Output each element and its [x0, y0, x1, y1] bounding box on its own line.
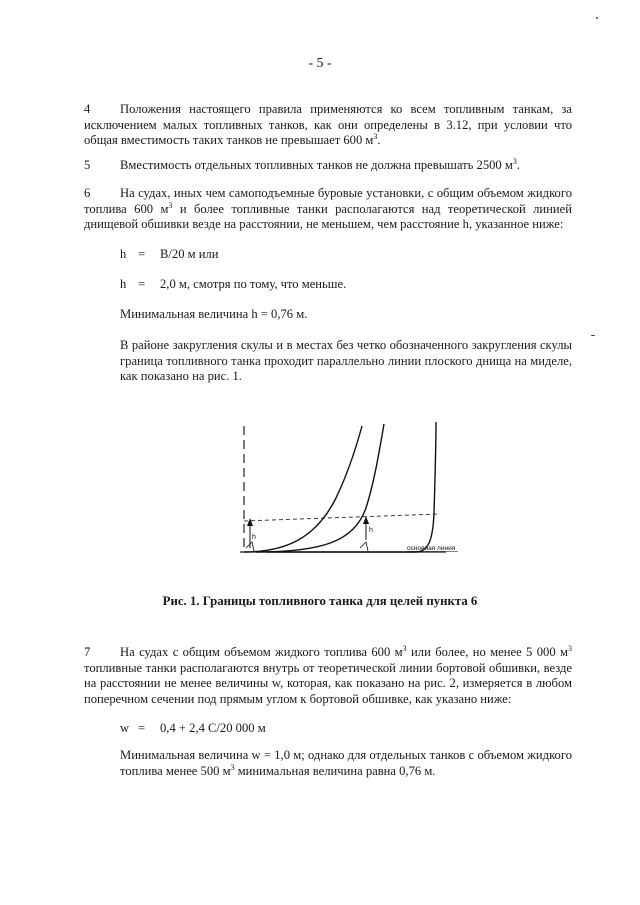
h-arrow-mid-head	[363, 516, 369, 524]
para-7-number: 7	[84, 645, 91, 659]
min-w-sup: 3	[230, 762, 235, 772]
para-6-sup: 3	[168, 200, 173, 210]
para-5-sup: 3	[512, 156, 517, 166]
formula-h-2-var: h	[120, 277, 127, 291]
formula-w	[120, 721, 520, 737]
min-w-text-a: Минимальная величина w = 1,0 м; однако для отдельных танков с объемом жидкого топлива менее 500 м	[120, 748, 572, 778]
formula-w-value: 0,4 + 2,4 C/20 000 м	[160, 721, 266, 735]
formula-w-var: w	[120, 721, 130, 735]
para-4-number: 4	[84, 102, 91, 116]
min-w-text-b: минимальная величина равна 0,76 м.	[234, 763, 436, 778]
hull-curve-2	[256, 424, 384, 552]
formula-h-2-eq: =	[138, 277, 146, 291]
angle-mark-mid	[360, 542, 368, 551]
scan-speck	[596, 17, 598, 19]
para-7-text-a: На судах с общим объемом жидкого топлива 600 м	[120, 645, 403, 659]
para-5-text	[120, 158, 572, 174]
hull-curve-3	[266, 422, 436, 552]
para-7-sup-2: 3	[568, 643, 572, 653]
figure-1-diagram	[226, 418, 476, 563]
para-7-text-c: топливные танки располагаются внутрь от теоретической линии бортовой обшивки, везде на расстоянии не менее величины w, которая, как показано на рис. 2, измеряется в любом поперечном сечении под прямым углом к бортовой обшивке, как указано ниже:	[84, 660, 572, 706]
formula-h-1-value: B/20 м или	[160, 247, 219, 261]
formula-h-1-eq: =	[138, 247, 146, 261]
para-4-sup: 3	[373, 131, 378, 141]
min-h-text: Минимальная величина h = 0,76 м.	[120, 307, 308, 321]
formula-h-1	[120, 247, 520, 263]
para-5-text-a: Вместимость отдельных топливных танков не должна превышать 2500 м	[120, 158, 513, 172]
h-label-left: h	[252, 534, 256, 541]
para-7-text-b: или более, но менее 5 000 м	[406, 645, 568, 659]
para-4-text-a: Положения настоящего правила применяются ко всем топливным танкам, за исключением малых топливных танков, как они определены в 3.12, при условии что общая вместимость таких танков не превышает 600 м	[84, 102, 572, 147]
para-7-sup-1: 3	[402, 643, 407, 653]
h-arrow-left-head	[247, 518, 253, 526]
h-label-mid: h	[369, 527, 373, 534]
para-6-text-a: На судах, иных чем самоподъемные буровые установки, с общим объемом жидкого топлива 600 м	[84, 186, 572, 216]
tank-boundary-line	[244, 514, 440, 521]
bilge-text: В районе закругления скулы и в местах без четко обозначенного закругления скулы граница топливного танка проходит параллельно линии плоского днища на миделе, как показано на рис. 1.	[120, 338, 572, 383]
formula-h-2	[120, 277, 520, 293]
min-w-text	[120, 748, 572, 779]
para-6-number: 6	[84, 186, 91, 200]
para-4-text-b: .	[377, 133, 381, 147]
scan-speck	[591, 335, 595, 336]
para-5-number: 5	[84, 158, 91, 172]
baseline-label: основная линия	[407, 545, 456, 552]
hull-curve-1	[244, 426, 362, 552]
formula-h-2-value: 2,0 м, смотря по тому, что меньше.	[160, 277, 347, 291]
para-7-text	[84, 645, 572, 707]
figure-1-caption: Рис. 1. Границы топливного танка для целей пункта 6	[162, 594, 478, 608]
para-5-text-b: .	[516, 158, 520, 172]
para-6-text-b: и более топливные танки располагаются над теоретической линией днищевой обшивки везде на расстоянии, не меньшем, чем расстояние h, указанное ниже:	[84, 201, 572, 231]
page-number: - 5 -	[308, 56, 332, 71]
formula-w-eq: =	[138, 721, 146, 735]
para-4-text	[84, 102, 572, 149]
formula-h-1-var: h	[120, 247, 127, 261]
para-6-text	[84, 186, 572, 233]
